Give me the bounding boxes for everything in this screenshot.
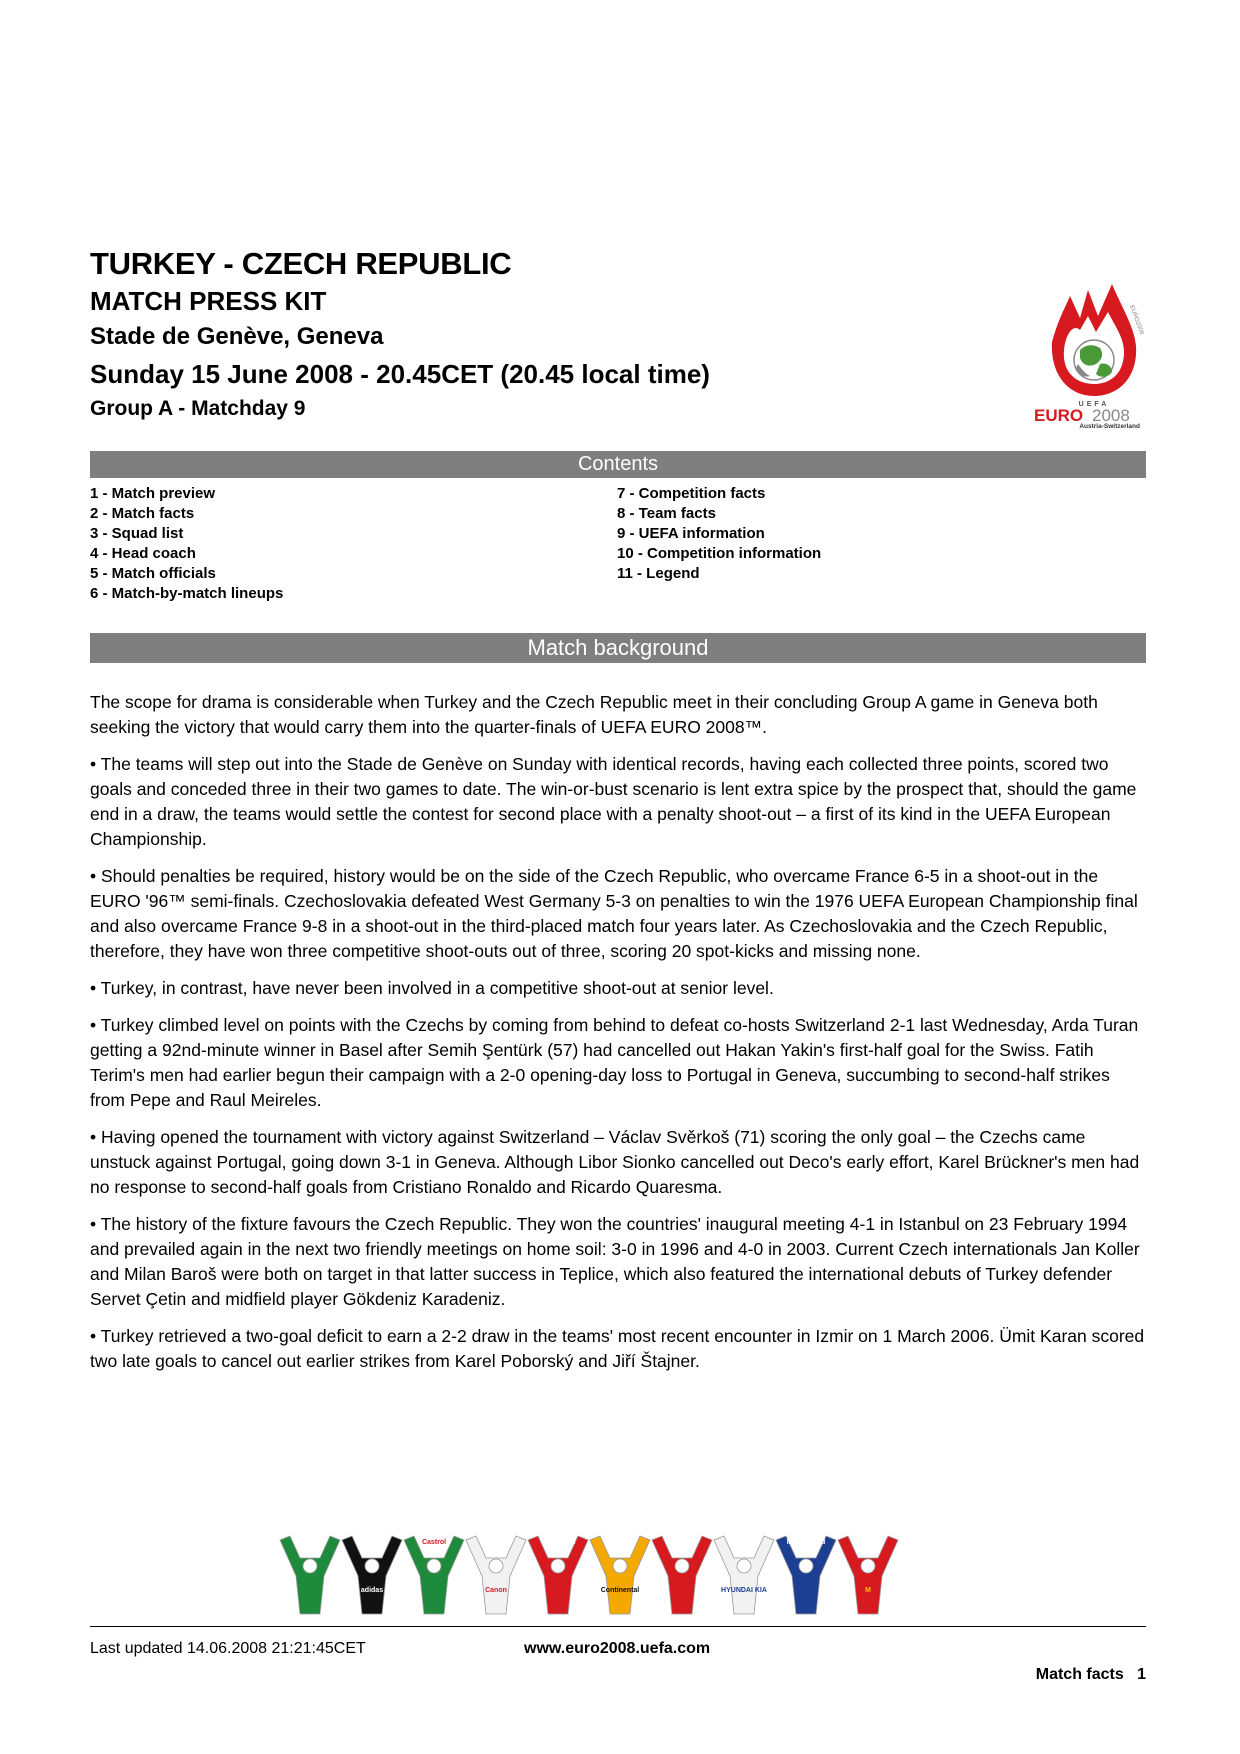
sponsor-label: Castrol	[421, 1539, 447, 1546]
sponsor-label: MasterCard	[786, 1539, 826, 1546]
contents-list-left	[90, 484, 590, 604]
header	[90, 245, 870, 425]
match-group: Group A - Matchday 9	[90, 397, 306, 420]
toc-item-competition-facts[interactable]: 7 - Competition facts	[617, 485, 766, 502]
background-paragraph: The scope for drama is considerable when Turkey and the Czech Republic meet in their concluding Group A game in Geneva both seeking the victory that would carry them into the quarter-finals of UEFA EURO 2008™.	[90, 692, 1098, 737]
sponsor-label: JVC	[675, 1539, 689, 1546]
background-paragraph: • Turkey, in contrast, have never been involved in a competitive shoot-out at senior level.	[90, 978, 774, 998]
contents-heading: Contents	[90, 451, 1146, 478]
match-datetime: Sunday 15 June 2008 - 20.45CET (20.45 local time)	[90, 359, 710, 389]
toc-item-squad-list[interactable]: 3 - Squad list	[90, 525, 184, 542]
sponsor-figure	[714, 1536, 774, 1614]
sponsor-label: Continental	[600, 1587, 640, 1594]
sponsor-figure	[342, 1536, 402, 1614]
sponsor-figure	[776, 1536, 836, 1614]
sponsor-figure	[838, 1536, 898, 1614]
sponsor-label: HYUNDAI KIA	[721, 1587, 767, 1594]
background-paragraph: • Should penalties be required, history would be on the side of the Czech Republic, who overcame France 6-5 in a shoot-out in the EURO '96™ semi-finals. Czechoslovakia defeated West Germany 5-3 on penalties to win the 1976 UEFA European Championship final and also overcame France 9-8 in a shoot-out in the third-placed match four years later. As Czechoslovakia and the Czech Republic, therefore, they have won three competitive shoot-outs out of three, scoring 20 spot-kicks and missing none.	[90, 866, 1138, 961]
euro2008-logo-icon	[1030, 278, 1158, 428]
logo-year: 2008	[1092, 406, 1130, 425]
toc-item-match-lineups[interactable]: 6 - Match-by-match lineups	[90, 585, 284, 602]
sponsor-figure	[528, 1536, 588, 1614]
sponsor-label: Coca-Cola	[540, 1539, 576, 1546]
sponsor-label: Carlsberg	[293, 1539, 327, 1546]
match-background-heading: Match background	[90, 633, 1146, 663]
logo-host: Austria-Switzerland	[1079, 423, 1140, 428]
background-paragraph: • The teams will step out into the Stade de Genève on Sunday with identical records, having each collected three points, scored two goals and conceded three in their two games to date. The win-or-bust scenario is lent extra spice by the prospect that, should the game end in a draw, the teams would settle the contest for second place with a penalty shoot-out – a first of its kind in the UEFA European Championship.	[90, 754, 1137, 849]
page-subtitle: MATCH PRESS KIT	[90, 286, 327, 316]
svg-text:EURO2008: EURO2008	[1128, 304, 1145, 336]
toc-item-team-facts[interactable]: 8 - Team facts	[617, 505, 716, 522]
sponsor-label: adidas	[360, 1587, 384, 1594]
footer-divider	[90, 1626, 1146, 1627]
toc-item-match-preview[interactable]: 1 - Match preview	[90, 485, 216, 502]
footer-last-updated: Last updated 14.06.2008 21:21:45CET	[90, 1640, 366, 1657]
toc-item-head-coach[interactable]: 4 - Head coach	[90, 545, 196, 562]
logo-uefa: UEFA	[1078, 401, 1110, 408]
sponsor-figure	[652, 1536, 712, 1614]
sponsor-figure	[590, 1536, 650, 1614]
match-background-text	[90, 690, 1146, 1386]
background-paragraph: • The history of the fixture favours the Czech Republic. They won the countries' inaugural meeting 4-1 in Istanbul on 23 February 1994 and prevailed again in the next two friendly meetings on home soil: 3-0 in 1996 and 4-0 in 2003. Current Czech internationals Jan Koller and Milan Baroš were both on target in that latter success in Teplice, which also featured the international debuts of Turkey defender Servet Çetin and midfield player Gökdeniz Karadeniz.	[90, 1214, 1140, 1309]
footer-url: www.euro2008.uefa.com	[524, 1640, 711, 1657]
sponsor-figure	[466, 1536, 526, 1614]
contents-list-right	[617, 484, 1117, 584]
logo-euro: EURO	[1034, 406, 1084, 425]
toc-item-uefa-information[interactable]: 9 - UEFA information	[617, 525, 765, 542]
sponsor-figure	[404, 1536, 464, 1614]
background-paragraph: • Having opened the tournament with victory against Switzerland – Václav Svěrkoš (71) scoring the only goal – the Czechs came unstuck against Portugal, going down 3-1 in Geneva. Although Libor Sionko cancelled out Deco's early effort, Karel Brückner's men had no response to second-half goals from Cristiano Ronaldo and Ricardo Quaresma.	[90, 1127, 1140, 1197]
background-paragraph: • Turkey climbed level on points with the Czechs by coming from behind to defeat co-hosts Switzerland 2-1 last Wednesday, Arda Turan getting a 92nd-minute winner in Basel after Semih Şentürk (57) had cancelled out Hakan Yakin's first-half goal for the Swiss. Fatih Terim's men had earlier begun their campaign with a 2-0 opening-day loss to Portugal in Geneva, succumbing to second-half strikes from Pepe and Raul Meireles.	[90, 1015, 1139, 1110]
page-title: TURKEY - CZECH REPUBLIC	[90, 246, 512, 281]
toc-item-match-officials[interactable]: 5 - Match officials	[90, 565, 216, 582]
toc-item-competition-information[interactable]: 10 - Competition information	[617, 545, 822, 562]
sponsor-figure	[280, 1536, 340, 1614]
sponsor-label: Canon	[485, 1587, 507, 1594]
toc-item-match-facts[interactable]: 2 - Match facts	[90, 505, 195, 522]
sponsor-figures	[270, 1530, 970, 1620]
toc-item-legend[interactable]: 11 - Legend	[617, 565, 700, 582]
match-venue: Stade de Genève, Geneva	[90, 323, 384, 350]
background-paragraph: • Turkey retrieved a two-goal deficit to earn a 2-2 draw in the teams' most recent encounter in Izmir on 1 March 2006. Ümit Karan scored two late goals to cancel out earlier strikes from Karel Poborský and Jiří Štajner.	[90, 1326, 1145, 1371]
footer-page-label: Match facts 1	[1035, 1666, 1146, 1683]
sponsor-label: M	[865, 1587, 871, 1594]
sponsor-strip	[270, 1530, 970, 1650]
